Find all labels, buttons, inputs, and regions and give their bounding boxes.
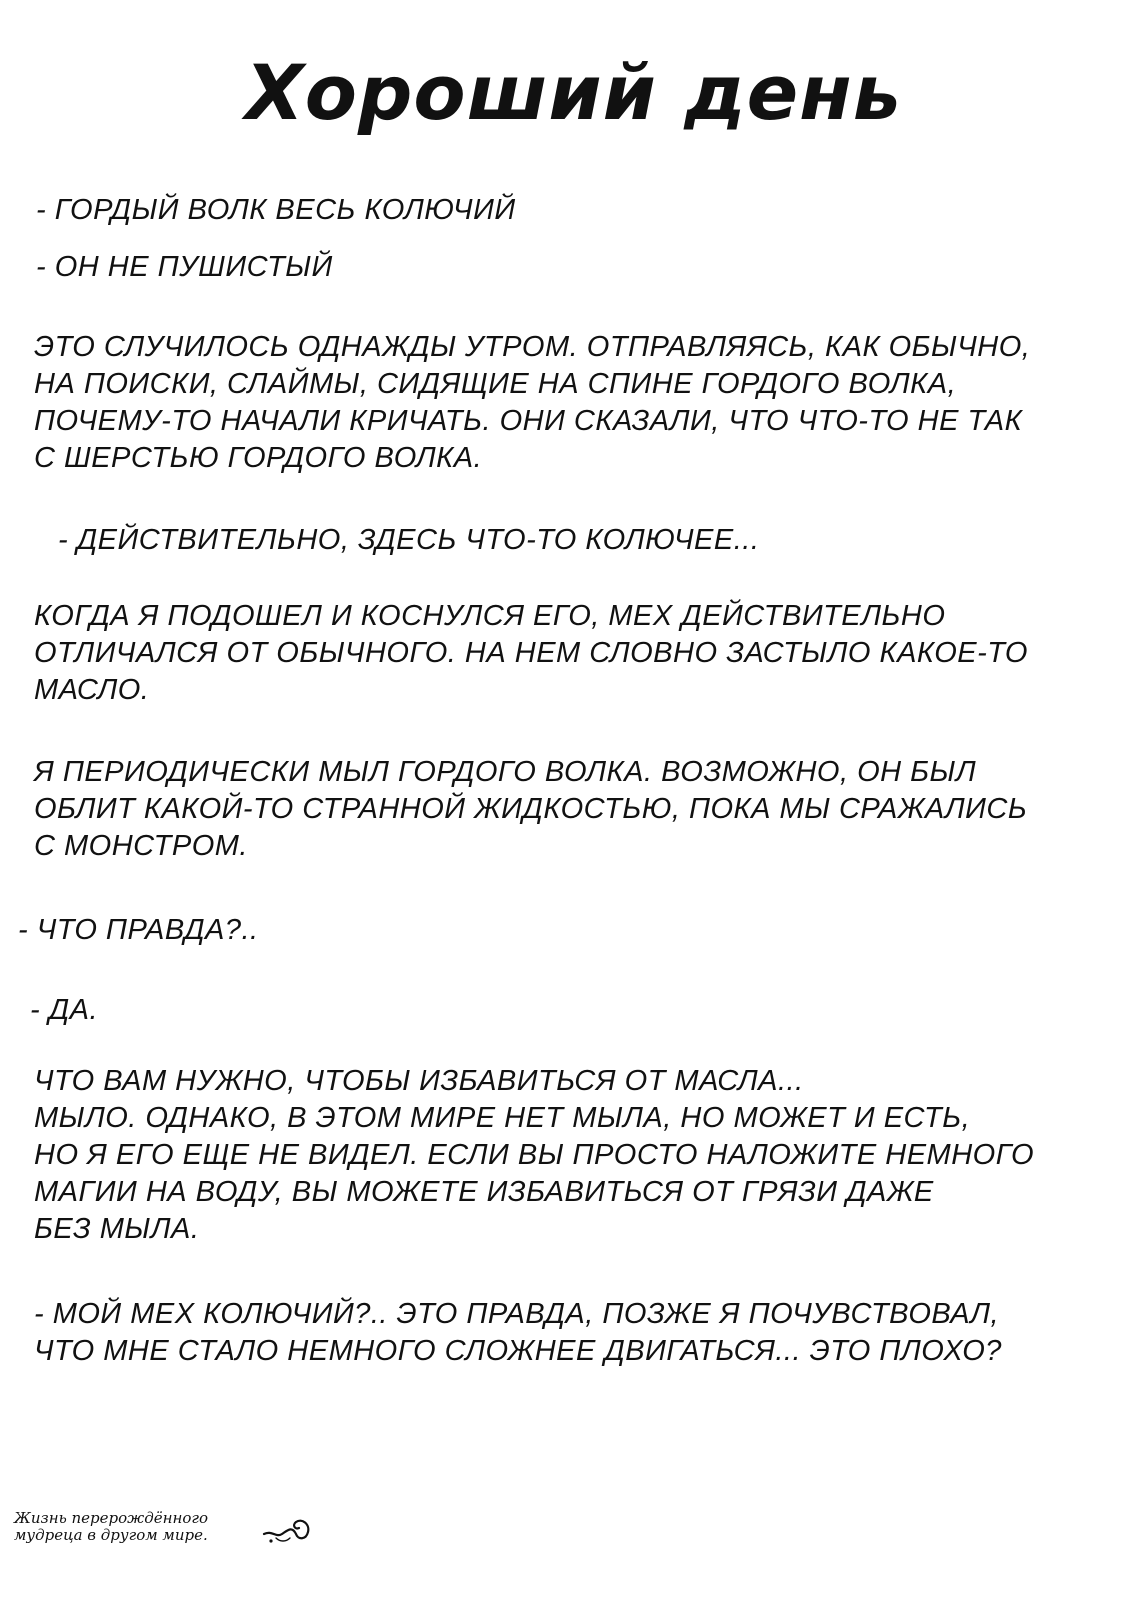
text-line: КОГДА Я ПОДОШЕЛ И КОСНУЛСЯ ЕГО, МЕХ ДЕЙСТВИТЕЛЬНО bbox=[34, 600, 946, 632]
credit-line: мудреца в другом мире. bbox=[14, 1526, 208, 1544]
text-line: ЧТО ВАМ НУЖНО, ЧТОБЫ ИЗБАВИТЬСЯ ОТ МАСЛА... bbox=[34, 1065, 804, 1097]
text-line: - ЧТО ПРАВДА?.. bbox=[18, 914, 259, 946]
text-line: - ГОРДЫЙ ВОЛК ВЕСЬ КОЛЮЧИЙ bbox=[36, 194, 516, 226]
text-line: ПОЧЕМУ-ТО НАЧАЛИ КРИЧАТЬ. ОНИ СКАЗАЛИ, ЧТО ЧТО-ТО НЕ ТАК bbox=[34, 405, 1023, 437]
paragraph-2 bbox=[36, 249, 333, 286]
text-line: С МОНСТРОМ. bbox=[34, 830, 248, 862]
paragraph-6 bbox=[34, 754, 1027, 865]
text-line: МАСЛО. bbox=[34, 674, 150, 706]
text-line: ОТЛИЧАЛСЯ ОТ ОБЫЧНОГО. НА НЕМ СЛОВНО ЗАСТЫЛО КАКОЕ-ТО bbox=[34, 637, 1028, 669]
swirl-ornament-icon bbox=[262, 1508, 314, 1546]
paragraph-7 bbox=[18, 912, 259, 949]
text-line: МЫЛО. ОДНАКО, В ЭТОМ МИРЕ НЕТ МЫЛА, НО МОЖЕТ И ЕСТЬ, bbox=[34, 1102, 971, 1134]
text-line: МАГИИ НА ВОДУ, ВЫ МОЖЕТЕ ИЗБАВИТЬСЯ ОТ ГРЯЗИ ДАЖЕ bbox=[34, 1176, 934, 1208]
paragraph-3 bbox=[34, 329, 1030, 477]
text-line: БЕЗ МЫЛА. bbox=[34, 1213, 200, 1245]
text-line: Я ПЕРИОДИЧЕСКИ МЫЛ ГОРДОГО ВОЛКА. ВОЗМОЖНО, ОН БЫЛ bbox=[34, 756, 977, 788]
paragraph-8 bbox=[30, 992, 98, 1029]
text-line: - ОН НЕ ПУШИСТЫЙ bbox=[36, 251, 333, 283]
text-line: НО Я ЕГО ЕЩЕ НЕ ВИДЕЛ. ЕСЛИ ВЫ ПРОСТО НАЛОЖИТЕ НЕМНОГО bbox=[34, 1139, 1035, 1171]
paragraph-9 bbox=[34, 1063, 1034, 1248]
credit-line: Жизнь перерождённого bbox=[14, 1509, 208, 1527]
page-title: Хороший день bbox=[245, 48, 902, 137]
text-line: - ДЕЙСТВИТЕЛЬНО, ЗДЕСЬ ЧТО-ТО КОЛЮЧЕЕ... bbox=[58, 524, 760, 556]
text-line: С ШЕРСТЬЮ ГОРДОГО ВОЛКА. bbox=[34, 442, 483, 474]
series-credit bbox=[14, 1510, 208, 1544]
text-line: ЧТО МНЕ СТАЛО НЕМНОГО СЛОЖНЕЕ ДВИГАТЬСЯ... ЭТО ПЛОХО? bbox=[34, 1335, 1002, 1367]
text-line: НА ПОИСКИ, СЛАЙМЫ, СИДЯЩИЕ НА СПИНЕ ГОРДОГО ВОЛКА, bbox=[34, 368, 957, 400]
text-line: - МОЙ МЕХ КОЛЮЧИЙ?.. ЭТО ПРАВДА, ПОЗЖЕ Я ПОЧУВСТВОВАЛ, bbox=[34, 1298, 1000, 1330]
text-line: ОБЛИТ КАКОЙ-ТО СТРАННОЙ ЖИДКОСТЬЮ, ПОКА МЫ СРАЖАЛИСЬ bbox=[34, 793, 1028, 825]
paragraph-5 bbox=[34, 598, 1028, 709]
paragraph-1 bbox=[36, 192, 516, 229]
text-line: ЭТО СЛУЧИЛОСЬ ОДНАЖДЫ УТРОМ. ОТПРАВЛЯЯСЬ, КАК ОБЫЧНО, bbox=[34, 331, 1031, 363]
paragraph-10 bbox=[34, 1296, 1002, 1370]
paragraph-4 bbox=[58, 522, 759, 559]
text-line: - ДА. bbox=[30, 994, 99, 1026]
